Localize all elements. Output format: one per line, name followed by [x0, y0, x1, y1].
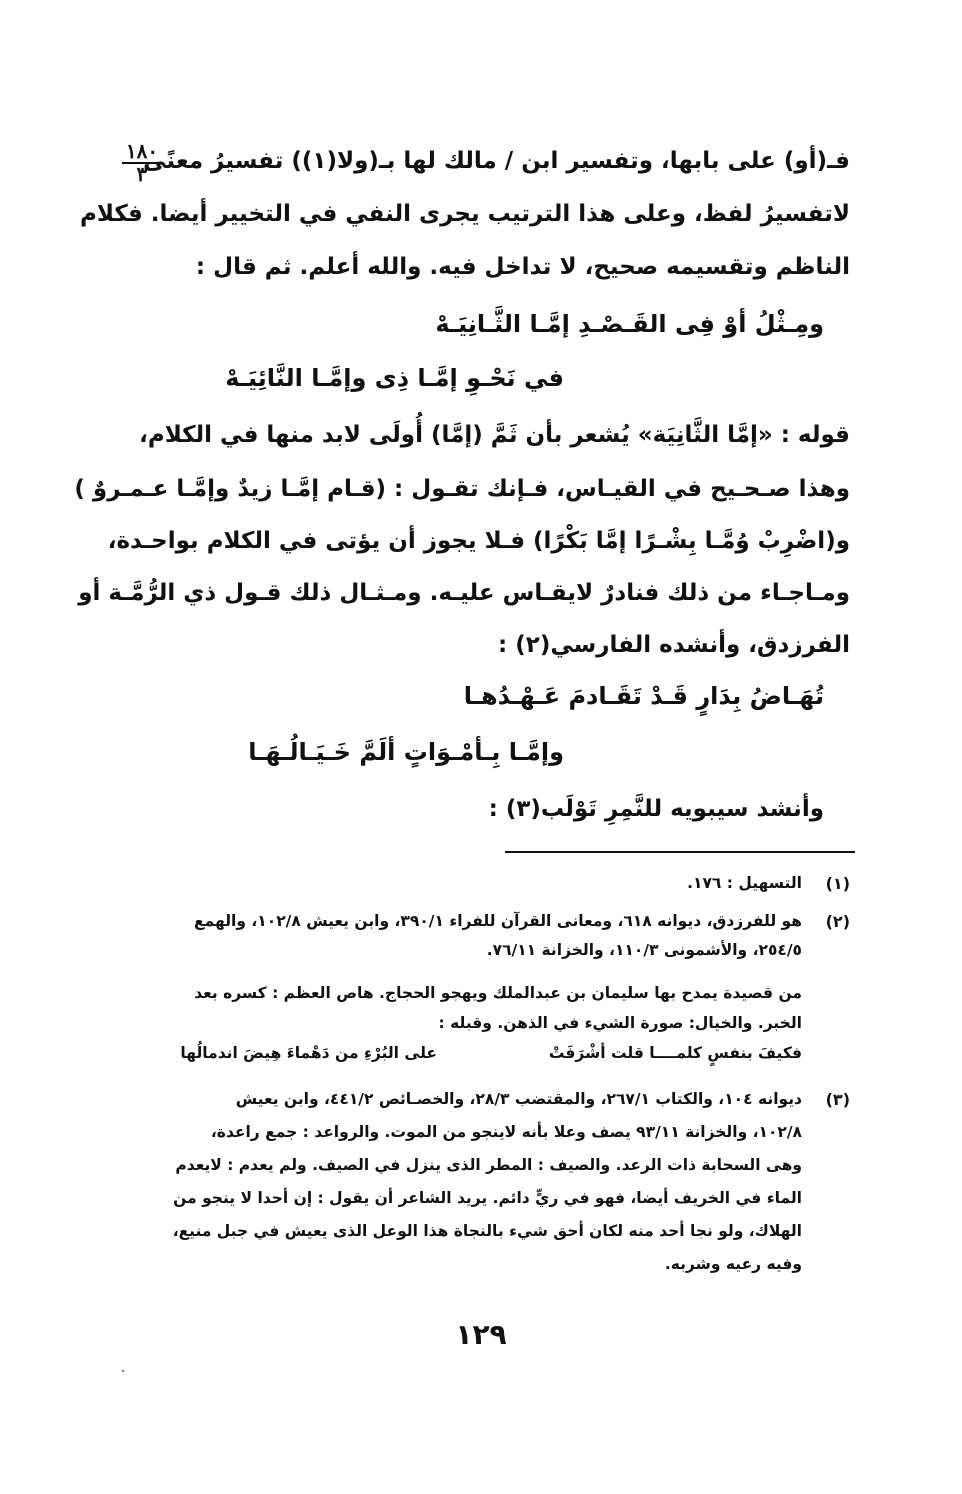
closing-line: وأنشد سيبويه للنَّمِرِ تَوْلَب(٣) :: [488, 796, 824, 822]
footnote-2-line-2: ٢٥٤/٥، والأشمونى ١١٠/٣، والخزانة ٧٦/١١.: [486, 941, 802, 959]
main-text-line-2: لاتفسيرُ لفظ، وعلى هذا الترتيب يجرى النفي في التخيير أيضا. فكلام: [80, 201, 850, 227]
footnote-separator: [505, 851, 855, 853]
commentary-line-3: و(اضْرِبْ وُمَّـا بِشْـرًا إمَّا بَكْرًا) فـلا يجوز أن يؤتى في الكلام بواحـدة،: [107, 528, 850, 554]
footnote-1-line-1: التسهيل : ١٧٦.: [687, 874, 802, 892]
footnote-2-line-1: هو للفرزدق، ديوانه ٦١٨، ومعانى القرآن للفراء ٣٩٠/١، وابن يعيش ١٠٢/٨، والهمع: [194, 912, 802, 930]
verse1-hemistich-2: في نَحْـوِ إمَّـا ذِى وإمَّـا النَّائِيَـهْ: [225, 364, 564, 392]
footnote-3-line-6: وفيه رعيه وشربه.: [664, 1255, 802, 1273]
commentary-line-1: قوله : «إمَّا الثَّانِيَة» يُشعر بأن ثَمَّ (إمَّا) أُولَى لابد منها في الكلام،: [139, 422, 850, 448]
margin-reference-bottom: ٣: [136, 162, 148, 186]
footnote-2-line-3: من قصيدة يمدح بها سليمان بن عبدالملك ويهجو الحجاج. هاص العظم : كسره بعد: [194, 984, 802, 1002]
footnote-3-line-2: ١٠٢/٨، والخزانة ٩٣/١١ يصف وعلا بأنه لاينجو من الموت. والرواعد : جمع راعدة،: [210, 1123, 802, 1141]
verse2-hemistich-2: وإمَّـا بِـأمْـوَاتٍ ألَمَّ خَـيَـالُـهَـا: [248, 738, 564, 766]
commentary-line-5: الفرزدق، وأنشده الفارسي(٢) :: [498, 632, 850, 658]
main-text-line-3: الناظم وتقسيمه صحيح، لا تداخل فيه. والله أعلم. ثم قال :: [195, 254, 850, 280]
footnote-3-line-4: الماء في الخريف أيضا، فهو في ريٍّ دائم. يريد الشاعر أن يقول : إن أحدا لا ينجو من: [173, 1189, 802, 1207]
footnote-3-line-3: وهى السحابة ذات الرعد. والصيف : المطر الذى ينزل في الصيف. ولم يعدم : لايعدم: [175, 1156, 802, 1174]
footnote-3-line-1: ديوانه ١٠٤، والكتاب ٢٦٧/١، والمقتضب ٢٨/٣، والخصـائص ٤٤١/٢، وابن يعيش: [235, 1090, 802, 1108]
footnote-2-number: (٢): [825, 912, 850, 931]
footnote-3-line-5: الهلاك، ولو نجا أحد منه لكان أحق شيء بالنجاة هذا الوعل الذى يعيش في جبل منيع،: [172, 1222, 802, 1240]
commentary-line-2: وهذا صـحـيح في القيـاس، فـإنك تقـول : (قـام إمَّـا زيدٌ وإمَّـا عـمـروٌ ): [74, 476, 850, 502]
margin-reference-top: ١٨٠: [125, 139, 159, 163]
footnote-2-verse-right: فكيفَ بنفسٍ كلمــــا قلت أشْرَفَتْ: [548, 1044, 802, 1062]
footnote-1-number: (١): [825, 874, 850, 893]
main-text-line-1: فـ(أو) على بابها، وتفسير ابن / مالك لها بـ(ولا(١)) تفسيرُ معنًى: [143, 148, 850, 174]
footnote-3-number: (٣): [825, 1090, 850, 1109]
verse1-hemistich-1: ومِـثْلُ أوْ فِى القَـصْـدِ إمَّـا الثَّـانِيَـهْ: [435, 310, 824, 338]
scan-speck: [122, 1370, 124, 1372]
verse2-hemistich-1: تُهَـاضُ بِدَارٍ قَـدْ تَقَـادمَ عَـهْـدُهـا: [463, 682, 824, 710]
page-number: ١٢٩: [455, 1318, 507, 1351]
commentary-line-4: ومـاجـاء من ذلك فنادرٌ لايقـاس عليـه. ومـثـال ذلك قـول ذي الرُّمَّـة أو: [78, 580, 850, 606]
footnote-2-line-4: الخبر. والخيال: صورة الشيء في الذهن. وقبله :: [438, 1014, 802, 1032]
footnote-2-verse-left: على البُرْءِ من دَهْماءَ هِيضَ اندمالُها: [180, 1044, 437, 1062]
